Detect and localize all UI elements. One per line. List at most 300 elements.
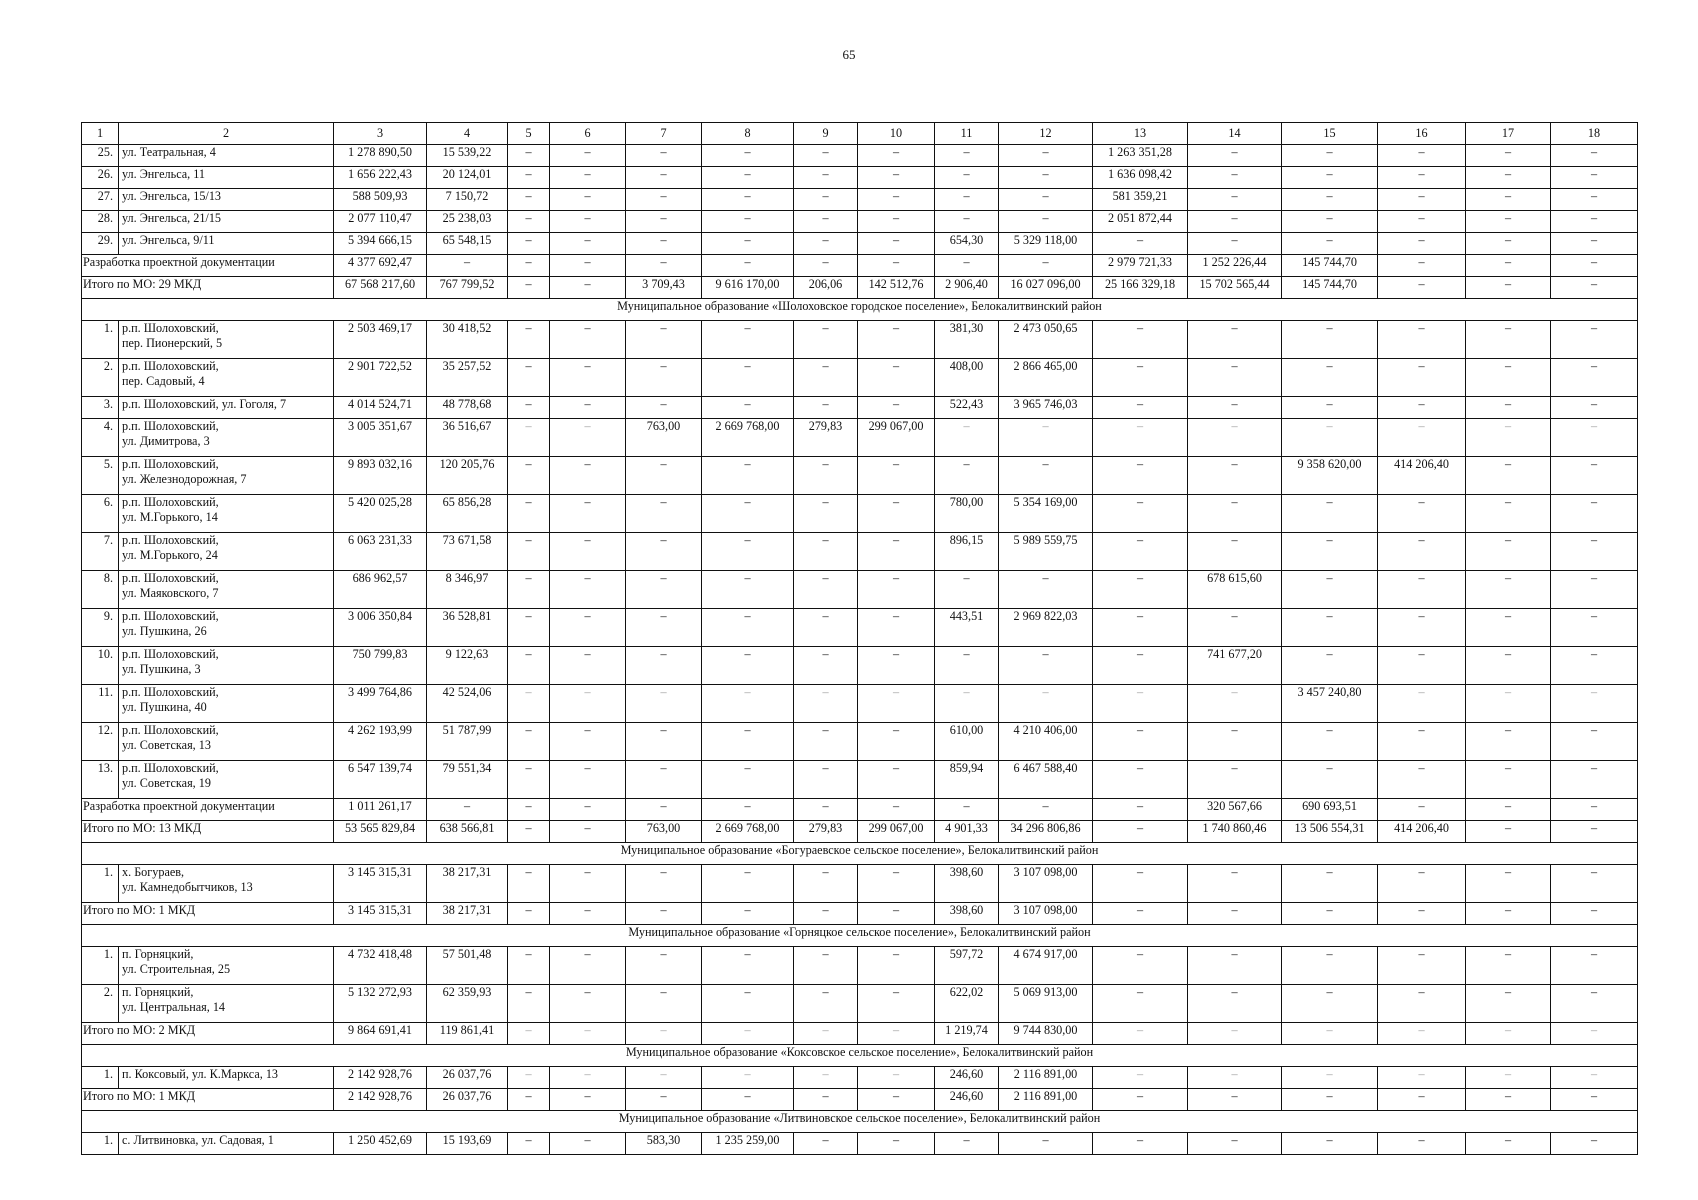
value-cell: 443,51 xyxy=(935,609,999,647)
empty-cell: – xyxy=(794,1067,858,1089)
empty-cell: – xyxy=(935,799,999,821)
empty-cell: – xyxy=(935,685,999,723)
empty-cell: – xyxy=(1378,1089,1466,1111)
empty-cell: – xyxy=(626,495,702,533)
value-cell: 859,94 xyxy=(935,761,999,799)
empty-cell: – xyxy=(1466,1133,1551,1155)
address-cell xyxy=(119,457,334,495)
table-row xyxy=(82,947,1638,985)
empty-cell: – xyxy=(550,903,626,925)
empty-cell: – xyxy=(626,321,702,359)
empty-cell: – xyxy=(1282,167,1378,189)
value-cell: 2 503 469,17 xyxy=(334,321,427,359)
empty-cell: – xyxy=(1378,145,1466,167)
value-cell: 145 744,70 xyxy=(1282,277,1378,299)
summary-label: Итого по МО: 2 МКД xyxy=(82,1023,334,1045)
address-cell xyxy=(119,167,334,189)
empty-cell: – xyxy=(508,985,550,1023)
summary-row xyxy=(82,255,1638,277)
row-number: 3. xyxy=(82,397,119,419)
value-cell: 408,00 xyxy=(935,359,999,397)
empty-cell: – xyxy=(1551,571,1638,609)
empty-cell: – xyxy=(1378,533,1466,571)
empty-cell: – xyxy=(508,255,550,277)
empty-cell: – xyxy=(626,865,702,903)
empty-cell: – xyxy=(1551,167,1638,189)
column-header: 9 xyxy=(794,123,858,145)
value-cell: 38 217,31 xyxy=(427,903,508,925)
value-cell: 2 116 891,00 xyxy=(999,1067,1093,1089)
empty-cell: – xyxy=(508,533,550,571)
address-cell xyxy=(119,1067,334,1089)
empty-cell: – xyxy=(1188,903,1282,925)
empty-cell: – xyxy=(550,609,626,647)
empty-cell: – xyxy=(1093,865,1188,903)
empty-cell: – xyxy=(999,167,1093,189)
empty-cell: – xyxy=(626,145,702,167)
value-cell: 3 006 350,84 xyxy=(334,609,427,647)
empty-cell: – xyxy=(626,609,702,647)
empty-cell: – xyxy=(702,865,794,903)
empty-cell: – xyxy=(1188,167,1282,189)
empty-cell: – xyxy=(1282,533,1378,571)
empty-cell: – xyxy=(794,233,858,255)
empty-cell: – xyxy=(626,359,702,397)
empty-cell: – xyxy=(550,1067,626,1089)
section-title: Муниципальное образование «Литвиновское сельское поселение», Белокалитвинский район xyxy=(82,1111,1638,1133)
address-line: р.п. Шолоховский, xyxy=(122,647,219,661)
value-cell: 1 235 259,00 xyxy=(702,1133,794,1155)
value-cell: 5 989 559,75 xyxy=(999,533,1093,571)
value-cell: 638 566,81 xyxy=(427,821,508,843)
empty-cell: – xyxy=(1188,189,1282,211)
empty-cell: – xyxy=(858,685,935,723)
empty-cell: – xyxy=(1551,647,1638,685)
value-cell: 1 250 452,69 xyxy=(334,1133,427,1155)
address-line: ул. Димитрова, 3 xyxy=(122,434,210,448)
empty-cell: – xyxy=(1093,799,1188,821)
empty-cell: – xyxy=(1551,145,1638,167)
empty-cell: – xyxy=(1093,947,1188,985)
empty-cell: – xyxy=(935,457,999,495)
value-cell: 62 359,93 xyxy=(427,985,508,1023)
value-cell: 398,60 xyxy=(935,865,999,903)
empty-cell: – xyxy=(1093,685,1188,723)
value-cell: 246,60 xyxy=(935,1089,999,1111)
empty-cell: – xyxy=(550,723,626,761)
empty-cell: – xyxy=(702,1067,794,1089)
empty-cell: – xyxy=(702,189,794,211)
value-cell: 42 524,06 xyxy=(427,685,508,723)
empty-cell: – xyxy=(794,359,858,397)
value-cell: 206,06 xyxy=(794,277,858,299)
empty-cell: – xyxy=(1378,903,1466,925)
column-header: 18 xyxy=(1551,123,1638,145)
empty-cell: – xyxy=(1093,723,1188,761)
empty-cell: – xyxy=(508,419,550,457)
empty-cell: – xyxy=(550,397,626,419)
table-row xyxy=(82,359,1638,397)
address-line: ул. Советская, 13 xyxy=(122,738,211,752)
empty-cell: – xyxy=(550,211,626,233)
address-cell xyxy=(119,1133,334,1155)
empty-cell: – xyxy=(626,685,702,723)
page-number: 65 xyxy=(842,47,856,62)
value-cell: 5 420 025,28 xyxy=(334,495,427,533)
address-line: р.п. Шолоховский, xyxy=(122,533,219,547)
empty-cell: – xyxy=(1466,821,1551,843)
value-cell: 3 005 351,67 xyxy=(334,419,427,457)
empty-cell: – xyxy=(508,685,550,723)
address-line: ул. Железнодорожная, 7 xyxy=(122,472,247,486)
empty-cell: – xyxy=(1188,211,1282,233)
value-cell: 145 744,70 xyxy=(1282,255,1378,277)
value-cell: 9 744 830,00 xyxy=(999,1023,1093,1045)
table-row xyxy=(82,321,1638,359)
empty-cell: – xyxy=(1466,571,1551,609)
section-title: Муниципальное образование «Богураевское сельское поселение», Белокалитвинский район xyxy=(82,843,1638,865)
empty-cell: – xyxy=(1093,761,1188,799)
empty-cell: – xyxy=(1282,1089,1378,1111)
empty-cell: – xyxy=(1282,723,1378,761)
empty-cell: – xyxy=(1093,321,1188,359)
value-cell: 750 799,83 xyxy=(334,647,427,685)
value-cell: 15 193,69 xyxy=(427,1133,508,1155)
empty-cell: – xyxy=(427,255,508,277)
empty-cell: – xyxy=(794,685,858,723)
row-number: 9. xyxy=(82,609,119,647)
empty-cell: – xyxy=(1466,277,1551,299)
empty-cell: – xyxy=(1466,359,1551,397)
empty-cell: – xyxy=(626,397,702,419)
empty-cell: – xyxy=(626,903,702,925)
summary-row xyxy=(82,1089,1638,1111)
empty-cell: – xyxy=(1188,947,1282,985)
value-cell: 26 037,76 xyxy=(427,1067,508,1089)
empty-cell: – xyxy=(1378,1023,1466,1045)
empty-cell: – xyxy=(1282,865,1378,903)
table-body xyxy=(82,123,1638,1155)
value-cell: 48 778,68 xyxy=(427,397,508,419)
empty-cell: – xyxy=(702,145,794,167)
section-header-row xyxy=(82,1045,1638,1067)
row-number: 1. xyxy=(82,321,119,359)
column-header: 17 xyxy=(1466,123,1551,145)
empty-cell: – xyxy=(702,397,794,419)
empty-cell: – xyxy=(794,495,858,533)
value-cell: 4 014 524,71 xyxy=(334,397,427,419)
address-line: ул. М.Горького, 24 xyxy=(122,548,218,562)
value-cell: 2 979 721,33 xyxy=(1093,255,1188,277)
empty-cell: – xyxy=(794,1089,858,1111)
empty-cell: – xyxy=(858,609,935,647)
value-cell: 3 107 098,00 xyxy=(999,865,1093,903)
empty-cell: – xyxy=(626,189,702,211)
table-row xyxy=(82,647,1638,685)
empty-cell: – xyxy=(858,985,935,1023)
value-cell: 581 359,21 xyxy=(1093,189,1188,211)
empty-cell: – xyxy=(702,233,794,255)
empty-cell: – xyxy=(858,189,935,211)
table-row xyxy=(82,457,1638,495)
empty-cell: – xyxy=(1466,211,1551,233)
address-cell xyxy=(119,571,334,609)
empty-cell: – xyxy=(702,685,794,723)
empty-cell: – xyxy=(794,211,858,233)
empty-cell: – xyxy=(1466,255,1551,277)
empty-cell: – xyxy=(1466,533,1551,571)
value-cell: 780,00 xyxy=(935,495,999,533)
empty-cell: – xyxy=(1466,947,1551,985)
empty-cell: – xyxy=(702,1023,794,1045)
empty-cell: – xyxy=(1466,985,1551,1023)
empty-cell: – xyxy=(1466,647,1551,685)
address-line: р.п. Шолоховский, xyxy=(122,495,219,509)
empty-cell: – xyxy=(1551,723,1638,761)
value-cell: 4 901,33 xyxy=(935,821,999,843)
value-cell: 414 206,40 xyxy=(1378,821,1466,843)
empty-cell: – xyxy=(858,571,935,609)
column-header: 15 xyxy=(1282,123,1378,145)
summary-row xyxy=(82,277,1638,299)
empty-cell: – xyxy=(1378,865,1466,903)
empty-cell: – xyxy=(858,865,935,903)
value-cell: 896,15 xyxy=(935,533,999,571)
empty-cell: – xyxy=(508,211,550,233)
value-cell: 5 329 118,00 xyxy=(999,233,1093,255)
table-row xyxy=(82,609,1638,647)
empty-cell: – xyxy=(702,903,794,925)
empty-cell: – xyxy=(508,1023,550,1045)
address-cell xyxy=(119,419,334,457)
address-line: х. Богураев, xyxy=(122,865,185,879)
empty-cell: – xyxy=(1188,609,1282,647)
value-cell: 1 219,74 xyxy=(935,1023,999,1045)
empty-cell: – xyxy=(1466,457,1551,495)
empty-cell: – xyxy=(1551,1089,1638,1111)
empty-cell: – xyxy=(702,457,794,495)
empty-cell: – xyxy=(702,167,794,189)
address-line: п. Коксовый, ул. К.Маркса, 13 xyxy=(122,1067,279,1081)
empty-cell: – xyxy=(1093,1023,1188,1045)
empty-cell: – xyxy=(999,1133,1093,1155)
value-cell: 1 740 860,46 xyxy=(1188,821,1282,843)
value-cell: 2 901 722,52 xyxy=(334,359,427,397)
empty-cell: – xyxy=(1282,985,1378,1023)
empty-cell: – xyxy=(550,1133,626,1155)
section-header-row xyxy=(82,843,1638,865)
empty-cell: – xyxy=(858,1089,935,1111)
value-cell: 5 132 272,93 xyxy=(334,985,427,1023)
value-cell: 8 346,97 xyxy=(427,571,508,609)
value-cell: 3 965 746,03 xyxy=(999,397,1093,419)
empty-cell: – xyxy=(427,799,508,821)
empty-cell: – xyxy=(550,233,626,255)
empty-cell: – xyxy=(626,647,702,685)
empty-cell: – xyxy=(550,277,626,299)
row-number: 12. xyxy=(82,723,119,761)
value-cell: 65 856,28 xyxy=(427,495,508,533)
table-row xyxy=(82,533,1638,571)
budget-table xyxy=(81,122,1638,1155)
value-cell: 6 467 588,40 xyxy=(999,761,1093,799)
empty-cell: – xyxy=(1282,359,1378,397)
empty-cell: – xyxy=(702,571,794,609)
value-cell: 20 124,01 xyxy=(427,167,508,189)
empty-cell: – xyxy=(1551,233,1638,255)
empty-cell: – xyxy=(1188,233,1282,255)
empty-cell: – xyxy=(1551,821,1638,843)
row-number: 4. xyxy=(82,419,119,457)
value-cell: 2 866 465,00 xyxy=(999,359,1093,397)
empty-cell: – xyxy=(626,1067,702,1089)
value-cell: 38 217,31 xyxy=(427,865,508,903)
value-cell: 36 516,67 xyxy=(427,419,508,457)
empty-cell: – xyxy=(702,495,794,533)
empty-cell: – xyxy=(794,571,858,609)
empty-cell: – xyxy=(508,647,550,685)
empty-cell: – xyxy=(999,419,1093,457)
empty-cell: – xyxy=(508,233,550,255)
empty-cell: – xyxy=(508,457,550,495)
section-title: Муниципальное образование «Горняцкое сельское поселение», Белокалитвинский район xyxy=(82,925,1638,947)
empty-cell: – xyxy=(626,761,702,799)
empty-cell: – xyxy=(1378,321,1466,359)
empty-cell: – xyxy=(1551,457,1638,495)
empty-cell: – xyxy=(1378,359,1466,397)
empty-cell: – xyxy=(626,211,702,233)
empty-cell: – xyxy=(1188,321,1282,359)
address-line: р.п. Шолоховский, xyxy=(122,571,219,585)
address-line: ул. Пушкина, 3 xyxy=(122,662,201,676)
table-row xyxy=(82,865,1638,903)
empty-cell: – xyxy=(858,457,935,495)
value-cell: 5 069 913,00 xyxy=(999,985,1093,1023)
empty-cell: – xyxy=(1466,167,1551,189)
empty-cell: – xyxy=(1466,761,1551,799)
empty-cell: – xyxy=(858,233,935,255)
empty-cell: – xyxy=(1378,167,1466,189)
empty-cell: – xyxy=(1093,1067,1188,1089)
empty-cell: – xyxy=(508,609,550,647)
empty-cell: – xyxy=(508,1133,550,1155)
empty-cell: – xyxy=(935,419,999,457)
empty-cell: – xyxy=(508,495,550,533)
empty-cell: – xyxy=(794,609,858,647)
summary-label: Итого по МО: 29 МКД xyxy=(82,277,334,299)
empty-cell: – xyxy=(1378,799,1466,821)
empty-cell: – xyxy=(1093,457,1188,495)
empty-cell: – xyxy=(1551,1067,1638,1089)
address-cell xyxy=(119,647,334,685)
value-cell: 2 142 928,76 xyxy=(334,1067,427,1089)
empty-cell: – xyxy=(1551,495,1638,533)
address-line: ул. Пушкина, 26 xyxy=(122,624,207,638)
empty-cell: – xyxy=(1093,571,1188,609)
empty-cell: – xyxy=(1551,255,1638,277)
empty-cell: – xyxy=(1188,495,1282,533)
value-cell: 65 548,15 xyxy=(427,233,508,255)
empty-cell: – xyxy=(508,947,550,985)
summary-row xyxy=(82,821,1638,843)
empty-cell: – xyxy=(702,723,794,761)
empty-cell: – xyxy=(1282,495,1378,533)
column-header: 7 xyxy=(626,123,702,145)
empty-cell: – xyxy=(858,397,935,419)
value-cell: 9 893 032,16 xyxy=(334,457,427,495)
empty-cell: – xyxy=(508,277,550,299)
value-cell: 4 732 418,48 xyxy=(334,947,427,985)
row-number: 2. xyxy=(82,985,119,1023)
empty-cell: – xyxy=(626,167,702,189)
empty-cell: – xyxy=(1378,1067,1466,1089)
table-header-row xyxy=(82,123,1638,145)
empty-cell: – xyxy=(1466,145,1551,167)
empty-cell: – xyxy=(1282,761,1378,799)
value-cell: 2 669 768,00 xyxy=(702,821,794,843)
empty-cell: – xyxy=(794,457,858,495)
value-cell: 597,72 xyxy=(935,947,999,985)
value-cell: 67 568 217,60 xyxy=(334,277,427,299)
address-cell xyxy=(119,723,334,761)
empty-cell: – xyxy=(702,1089,794,1111)
empty-cell: – xyxy=(1188,457,1282,495)
value-cell: 57 501,48 xyxy=(427,947,508,985)
empty-cell: – xyxy=(1551,533,1638,571)
empty-cell: – xyxy=(1282,1133,1378,1155)
address-line: ул. Энгельса, 21/15 xyxy=(122,211,222,225)
empty-cell: – xyxy=(1188,1023,1282,1045)
value-cell: 26 037,76 xyxy=(427,1089,508,1111)
empty-cell: – xyxy=(1466,609,1551,647)
value-cell: 678 615,60 xyxy=(1188,571,1282,609)
empty-cell: – xyxy=(550,821,626,843)
value-cell: 51 787,99 xyxy=(427,723,508,761)
empty-cell: – xyxy=(550,685,626,723)
row-number: 28. xyxy=(82,211,119,233)
column-header: 8 xyxy=(702,123,794,145)
empty-cell: – xyxy=(794,723,858,761)
row-number: 5. xyxy=(82,457,119,495)
empty-cell: – xyxy=(858,495,935,533)
value-cell: 1 263 351,28 xyxy=(1093,145,1188,167)
empty-cell: – xyxy=(508,167,550,189)
empty-cell: – xyxy=(1093,233,1188,255)
address-line: р.п. Шолоховский, xyxy=(122,359,219,373)
value-cell: 35 257,52 xyxy=(427,359,508,397)
section-title: Муниципальное образование «Шолоховское городское поселение», Белокалитвинский район xyxy=(82,299,1638,321)
empty-cell: – xyxy=(1378,255,1466,277)
summary-row xyxy=(82,903,1638,925)
column-header: 5 xyxy=(508,123,550,145)
empty-cell: – xyxy=(858,1067,935,1089)
value-cell: 3 107 098,00 xyxy=(999,903,1093,925)
value-cell: 522,43 xyxy=(935,397,999,419)
empty-cell: – xyxy=(550,571,626,609)
empty-cell: – xyxy=(508,723,550,761)
empty-cell: – xyxy=(1188,359,1282,397)
empty-cell: – xyxy=(508,903,550,925)
empty-cell: – xyxy=(794,865,858,903)
row-number: 1. xyxy=(82,1067,119,1089)
empty-cell: – xyxy=(858,255,935,277)
empty-cell: – xyxy=(935,255,999,277)
empty-cell: – xyxy=(1551,277,1638,299)
value-cell: 2 906,40 xyxy=(935,277,999,299)
address-line: с. Литвиновка, ул. Садовая, 1 xyxy=(122,1133,274,1147)
address-line: р.п. Шолоховский, xyxy=(122,761,219,775)
address-line: ул. Энгельса, 11 xyxy=(122,167,205,181)
